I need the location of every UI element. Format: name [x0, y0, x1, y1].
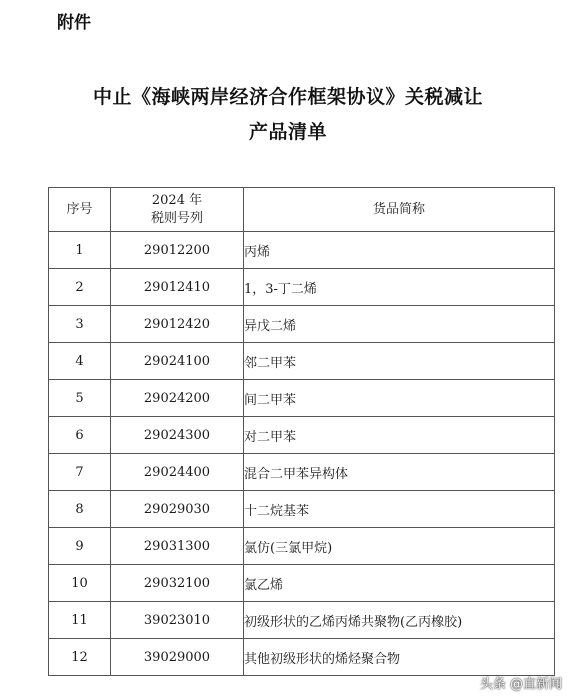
row-index: 12 [49, 639, 111, 676]
row-product-name: 十二烷基苯 [244, 491, 555, 528]
row-product-name: 丙烯 [244, 232, 555, 269]
header-tariff-code [111, 188, 244, 232]
table-row [49, 528, 555, 565]
row-product-name: 间二甲苯 [244, 380, 555, 417]
header-tariff-label: 税则号列 [150, 210, 203, 226]
row-index: 1 [49, 232, 111, 269]
document-subtitle: 产品清单 [248, 121, 327, 143]
row-index: 10 [49, 565, 111, 602]
row-product-name: 邻二甲苯 [244, 343, 555, 380]
row-product-name: 其他初级形状的烯烃聚合物 [244, 639, 555, 676]
header-product-name: 货品简称 [244, 188, 555, 232]
document-title: 中止《海峡两岸经济合作框架协议》关税减让 [92, 86, 483, 108]
row-product-name: 初级形状的乙烯丙烯共聚物(乙丙橡胶) [244, 602, 555, 639]
row-index: 2 [49, 269, 111, 306]
table-row [49, 232, 555, 269]
row-tariff-code: 29012200 [111, 232, 244, 269]
row-index: 7 [49, 454, 111, 491]
header-tariff-year: 2024 年 [151, 192, 203, 208]
attachment-label: 附件 [57, 13, 91, 33]
row-tariff-code: 29032100 [111, 565, 244, 602]
row-tariff-code: 39029000 [111, 639, 244, 676]
row-tariff-code: 29024200 [111, 380, 244, 417]
row-tariff-code: 29024300 [111, 417, 244, 454]
row-product-name: 混合二甲苯异构体 [244, 454, 555, 491]
row-product-name: 1，3-丁二烯 [244, 269, 555, 306]
table-header-row [49, 188, 555, 232]
table-row [49, 454, 555, 491]
row-index: 6 [49, 417, 111, 454]
row-tariff-code: 29024400 [111, 454, 244, 491]
row-index: 5 [49, 380, 111, 417]
row-index: 4 [49, 343, 111, 380]
row-index: 11 [49, 602, 111, 639]
row-product-name: 氯仿(三氯甲烷) [244, 528, 555, 565]
table-row [49, 417, 555, 454]
table-row [49, 269, 555, 306]
table-row [49, 639, 555, 676]
row-index: 9 [49, 528, 111, 565]
table-row [49, 565, 555, 602]
row-tariff-code: 29012410 [111, 269, 244, 306]
row-product-name: 异戊二烯 [244, 306, 555, 343]
row-tariff-code: 29012420 [111, 306, 244, 343]
row-tariff-code: 39023010 [111, 602, 244, 639]
row-index: 3 [49, 306, 111, 343]
table-row [49, 602, 555, 639]
header-index: 序号 [49, 188, 111, 232]
table-row [49, 380, 555, 417]
row-tariff-code: 29029030 [111, 491, 244, 528]
product-list-table [48, 187, 555, 676]
watermark: 头条 @直新闻 [479, 677, 562, 692]
table-row [49, 491, 555, 528]
row-tariff-code: 29031300 [111, 528, 244, 565]
row-product-name: 氯乙烯 [244, 565, 555, 602]
row-tariff-code: 29024100 [111, 343, 244, 380]
table-row [49, 343, 555, 380]
row-index: 8 [49, 491, 111, 528]
row-product-name: 对二甲苯 [244, 417, 555, 454]
table-row [49, 306, 555, 343]
